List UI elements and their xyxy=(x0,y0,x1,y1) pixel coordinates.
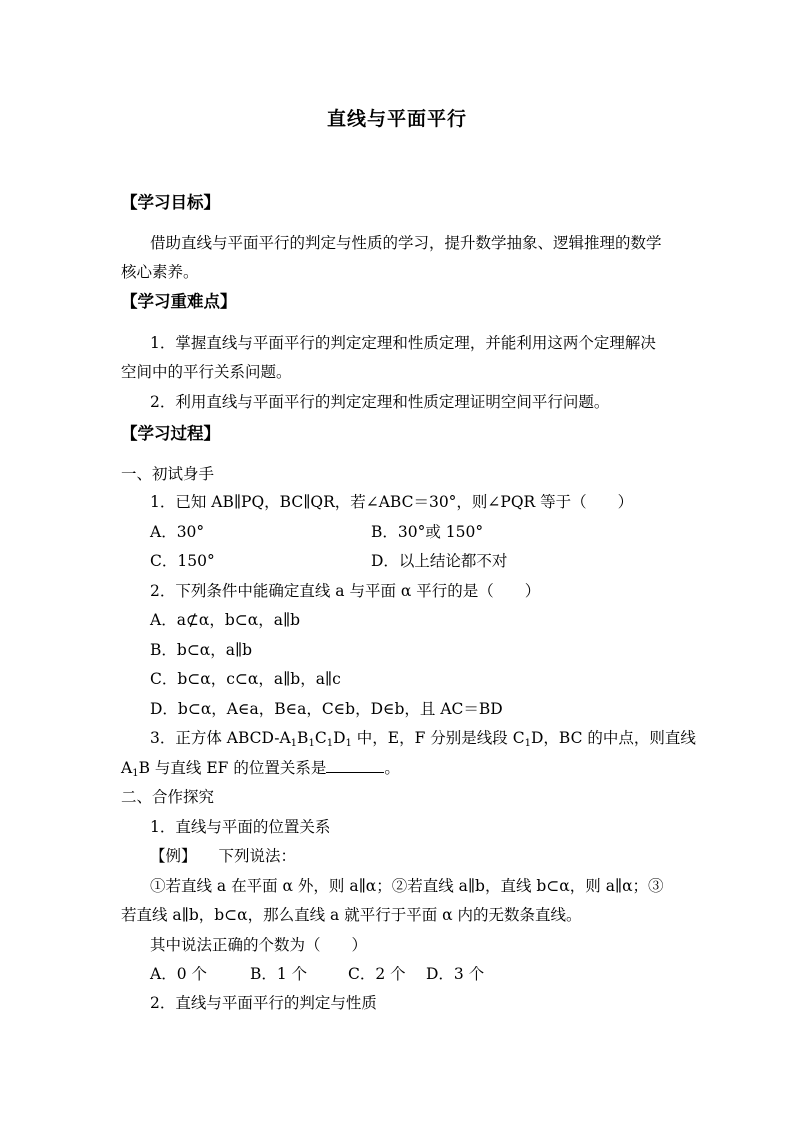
example-label: 【例】 xyxy=(150,847,197,865)
part1-heading: 一、初试身手 xyxy=(121,465,215,483)
goals-line-2: 核心素养。 xyxy=(121,263,199,281)
example-option-c: C．2 个 xyxy=(348,965,406,983)
question-1-option-d: D．以上结论都不对 xyxy=(371,552,508,570)
question-2-option-c: C．b⊂α，c⊂α，a∥b，a∥c xyxy=(150,670,341,688)
question-1-stem: 1．已知 AB∥PQ，BC∥QR，若∠ABC＝30°，则∠PQR 等于（ ） xyxy=(150,493,634,511)
question-2-stem: 2．下列条件中能确定直线 a 与平面 α 平行的是（ ） xyxy=(150,582,541,600)
section-heading-process: 【学习过程】 xyxy=(121,424,220,443)
example-option-d: D．3 个 xyxy=(426,965,485,983)
question-1-option-c: C．150° xyxy=(150,552,215,570)
example-statement-line-2: 若直线 a∥b，b⊂α，那么直线 a 就平行于平面 α 内的无数条直线。 xyxy=(121,906,582,924)
example-option-b: B．1 个 xyxy=(250,965,308,983)
question-1-option-b: B．30°或 150° xyxy=(371,523,484,541)
example-option-a: A．0 个 xyxy=(150,965,207,983)
example-line xyxy=(150,846,296,866)
key-point-2: 2．利用直线与平面平行的判定定理和性质定理证明空间平行问题。 xyxy=(150,393,610,411)
example-question: 其中说法正确的个数为（ ） xyxy=(150,936,368,954)
question-2-option-a: A．a⊄α，b⊂α，a∥b xyxy=(150,611,301,629)
question-3-line-1: 3．正方体 ABCD-$A_1B_1C_1D_1$ 中，E，F 分别是线段 $C_1D$，BC 的中点，则直线 xyxy=(150,729,696,749)
part2-subheading-2: 2．直线与平面平行的判定与性质 xyxy=(150,994,377,1012)
part2-subheading-1: 1．直线与平面的位置关系 xyxy=(150,818,331,836)
answer-blank xyxy=(326,758,384,773)
question-2-option-b: B．b⊂α，a∥b xyxy=(150,641,253,659)
question-2-option-d: D．b⊂α，A∈a，B∈a，C∈b，D∈b，且 AC＝BD xyxy=(150,700,503,718)
question-1-option-a: A．30° xyxy=(150,523,205,541)
example-text: 下列说法： xyxy=(218,847,297,865)
section-heading-goals: 【学习目标】 xyxy=(121,193,220,212)
goals-line-1: 借助直线与平面平行的判定与性质的学习，提升数学抽象、逻辑推理的数学 xyxy=(150,234,662,252)
section-heading-key: 【学习重难点】 xyxy=(121,292,237,311)
page-title: 直线与平面平行 xyxy=(326,108,467,130)
part2-heading: 二、合作探究 xyxy=(121,788,215,806)
question-3-line-2: $A_1B$ 与直线 EF 的位置关系是 。 xyxy=(121,759,400,779)
key-point-1-line-1: 1．掌握直线与平面平行的判定定理和性质定理，并能利用这两个定理解决 xyxy=(150,334,656,352)
example-statement-line-1: ①若直线 a 在平面 α 外，则 a∥α；②若直线 a∥b，直线 b⊂α，则 a∥α；③ xyxy=(150,877,664,895)
key-point-1-line-2: 空间中的平行关系问题。 xyxy=(121,363,292,381)
